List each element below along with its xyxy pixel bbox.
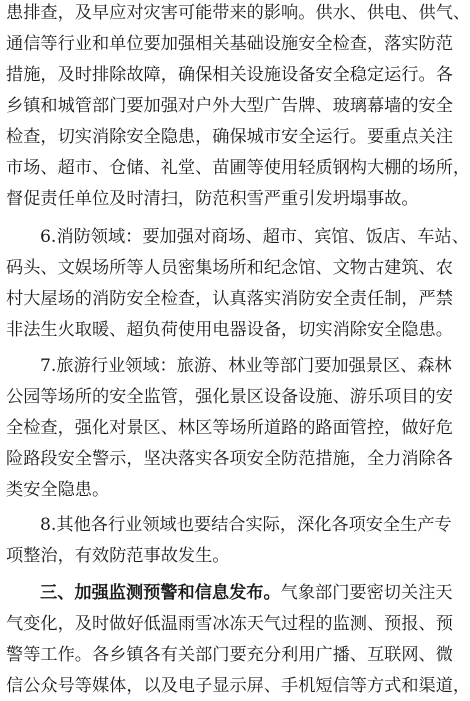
text-line: 码头、文娱场所等人员密集场所和纪念馆、文物古建筑、农 (6, 258, 453, 278)
item-text: 旅游、林业等部门要加强景区、森林 (176, 356, 452, 376)
item-text: 要加强对商场、超市、宾馆、饭店、车站、 (142, 227, 469, 247)
text-line: 全检查，强化对景区、林区等场所道路的路面管控，做好危 (6, 418, 453, 438)
section-heading-line (6, 578, 453, 608)
text-line: 信公众号等媒体，以及电子显示屏、手机短信等方式和渠道， (6, 676, 470, 696)
text-line: 乡镇和城管部门要加强对户外大型广告牌、玻璃幕墙的安全 (6, 96, 453, 116)
paragraph-first-line (6, 222, 469, 252)
paragraph-first-line (6, 351, 452, 381)
text-line: 措施，及时排除故障，确保相关设施设备安全稳定运行。各 (6, 65, 453, 85)
text-line: 非法生火取暖、超负荷使用电器设备，切实消除安全隐患。 (6, 320, 453, 340)
text-line: 项整治，有效防范事故发生。 (6, 546, 230, 566)
section-text: 气象部门要密切关注天 (280, 583, 453, 603)
text-line: 市场、超市、仓储、礼堂、苗圃等使用轻质钢构大棚的场所， (6, 158, 470, 178)
text-line: 村大屋场的消防安全检查，认真落实消防安全责任制，严禁 (6, 289, 453, 309)
text-line: 类安全隐患。 (6, 480, 110, 500)
text-line: 检查，切实消除安全隐患，确保城市安全运行。要重点关注 (6, 127, 453, 147)
text-line: 通信等行业和单位要加强相关基础设施安全检查，落实防范 (6, 34, 453, 54)
text-line: 督促责任单位及时清扫，防范积雪严重引发坍塌事故。 (6, 189, 419, 209)
item-label: 6.消防领域： (40, 227, 143, 247)
item-label: 7.旅游行业领域： (40, 356, 177, 376)
section-heading: 三、加强监测预警和信息发布。 (40, 583, 281, 603)
text-line: 险路段安全警示，坚决落实各项安全防范措施，全力消除各 (6, 449, 453, 469)
text-line: 警等工作。各乡镇各有关部门要充分利用广播、互联网、微 (6, 645, 453, 665)
text-line: 公园等场所的安全监管，强化景区设备设施、游乐项目的安 (6, 387, 453, 407)
paragraph-first-line: 8.其他各行业领域也要结合实际，深化各项安全生产专 (40, 515, 452, 535)
text-line: 气变化，及时做好低温雨雪冰冻天气过程的监测、预报、预 (6, 614, 453, 634)
text-line: 患排查，及早应对灾害可能带来的影响。供水、供电、供气、 (6, 3, 470, 23)
